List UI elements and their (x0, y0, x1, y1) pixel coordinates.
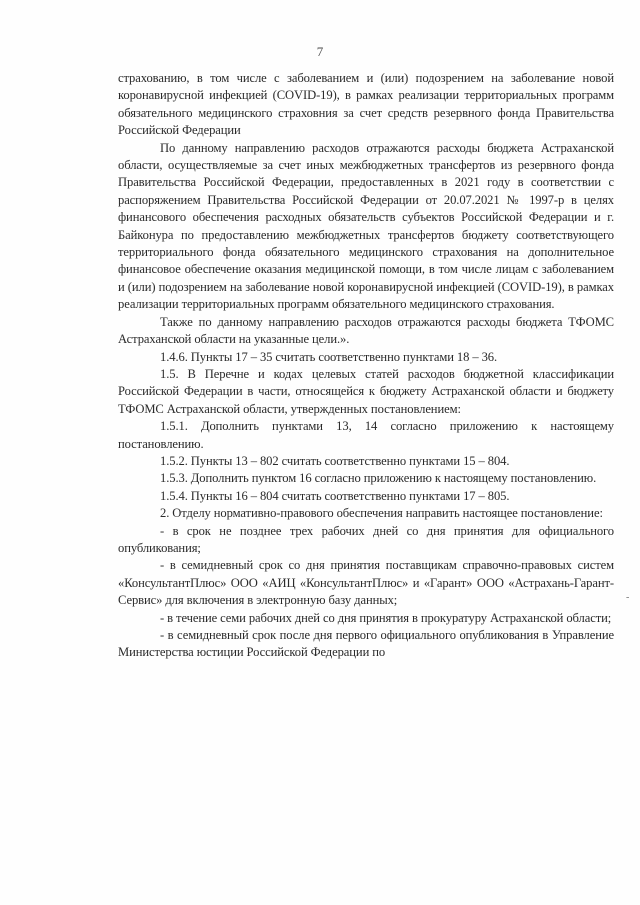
paragraph-12: - в семидневный срок со дня принятия поставщикам справочно-правовых систем «КонсультантПлюс» ООО «АИЦ «КонсультантПлюс» и «Гарант» ООО «Астрахань-Гарант-Сервис» для включения в электронную базу данных; (118, 558, 614, 608)
document-body (118, 70, 614, 662)
margin-mark: - (626, 592, 630, 603)
paragraph-10: 2. Отделу нормативно-правового обеспечения направить настоящее постановление: (160, 506, 603, 521)
paragraph-14: - в семидневный срок после дня первого официального опубликования в Управление Министерства юстиции Российской Федерации по (118, 628, 614, 660)
paragraph-1: страхованию, в том числе с заболеванием и (или) подозрением на заболевание новой коронавирусной инфекцией (COVID-19), в рамках реализации территориальных программ обязательного медицинского страховния за счет средств резервного фонда Правительства Российской Федерации (118, 71, 614, 138)
paragraph-13: - в течение семи рабочих дней со дня принятия в прокуратуру Астраханской области; (160, 610, 612, 625)
paragraph-7: 1.5.2. Пункты 13 – 802 считать соответственно пунктами 15 – 804. (160, 453, 510, 468)
page-number: 7 (316, 44, 324, 59)
paragraph-8: 1.5.3. Дополнить пунктом 16 согласно приложению к настоящему постановлению. (160, 471, 597, 486)
paragraph-6: 1.5.1. Дополнить пунктами 13, 14 согласно приложению к настоящему постановлению. (118, 419, 614, 451)
paragraph-4: 1.4.6. Пункты 17 – 35 считать соответственно пунктами 18 – 36. (160, 349, 498, 364)
paragraph-11: - в срок не позднее трех рабочих дней со дня принятия для официального опубликования; (118, 523, 614, 555)
paragraph-3: Также по данному направлению расходов отражаются расходы бюджета ТФОМС Астраханской области на указанные цели.». (118, 314, 614, 347)
paragraph-9: 1.5.4. Пункты 16 – 804 считать соответственно пунктами 17 – 805. (160, 488, 510, 503)
paragraph-2: По данному направлению расходов отражаются расходы бюджета Астраханской области, осуществляемые за счет иных межбюджетных трансфертов из резервного фонда Правительства Российской Федерации, предоставленных в 2021 году в соответствии с распоряжением Правительства Российской Федерации от 20.07.2021 № 1997-р в целях финансового обеспечения расходных обязательств субъектов Российской Федерации и г. Байконура по предоставлению межбюджетных трансфертов бюджету соответствующего территориального фонда обязательного медицинского страхования на дополнительное финансовое обеспечение оказания медицинской помощи, в том числе лицам с заболеванием и (или) подозрением на заболевание новой коронавирусной инфекцией (COVID-19), в рамках реализации территориальных программ обязательного медицинского страхования. (118, 140, 614, 312)
paragraph-5: 1.5. В Перечне и кодах целевых статей расходов бюджетной классификации Российской Федерации в части, относящейся к бюджету Астраханской области и бюджету ТФОМС Астраханской области, утвержденных постановлением: (118, 366, 614, 416)
